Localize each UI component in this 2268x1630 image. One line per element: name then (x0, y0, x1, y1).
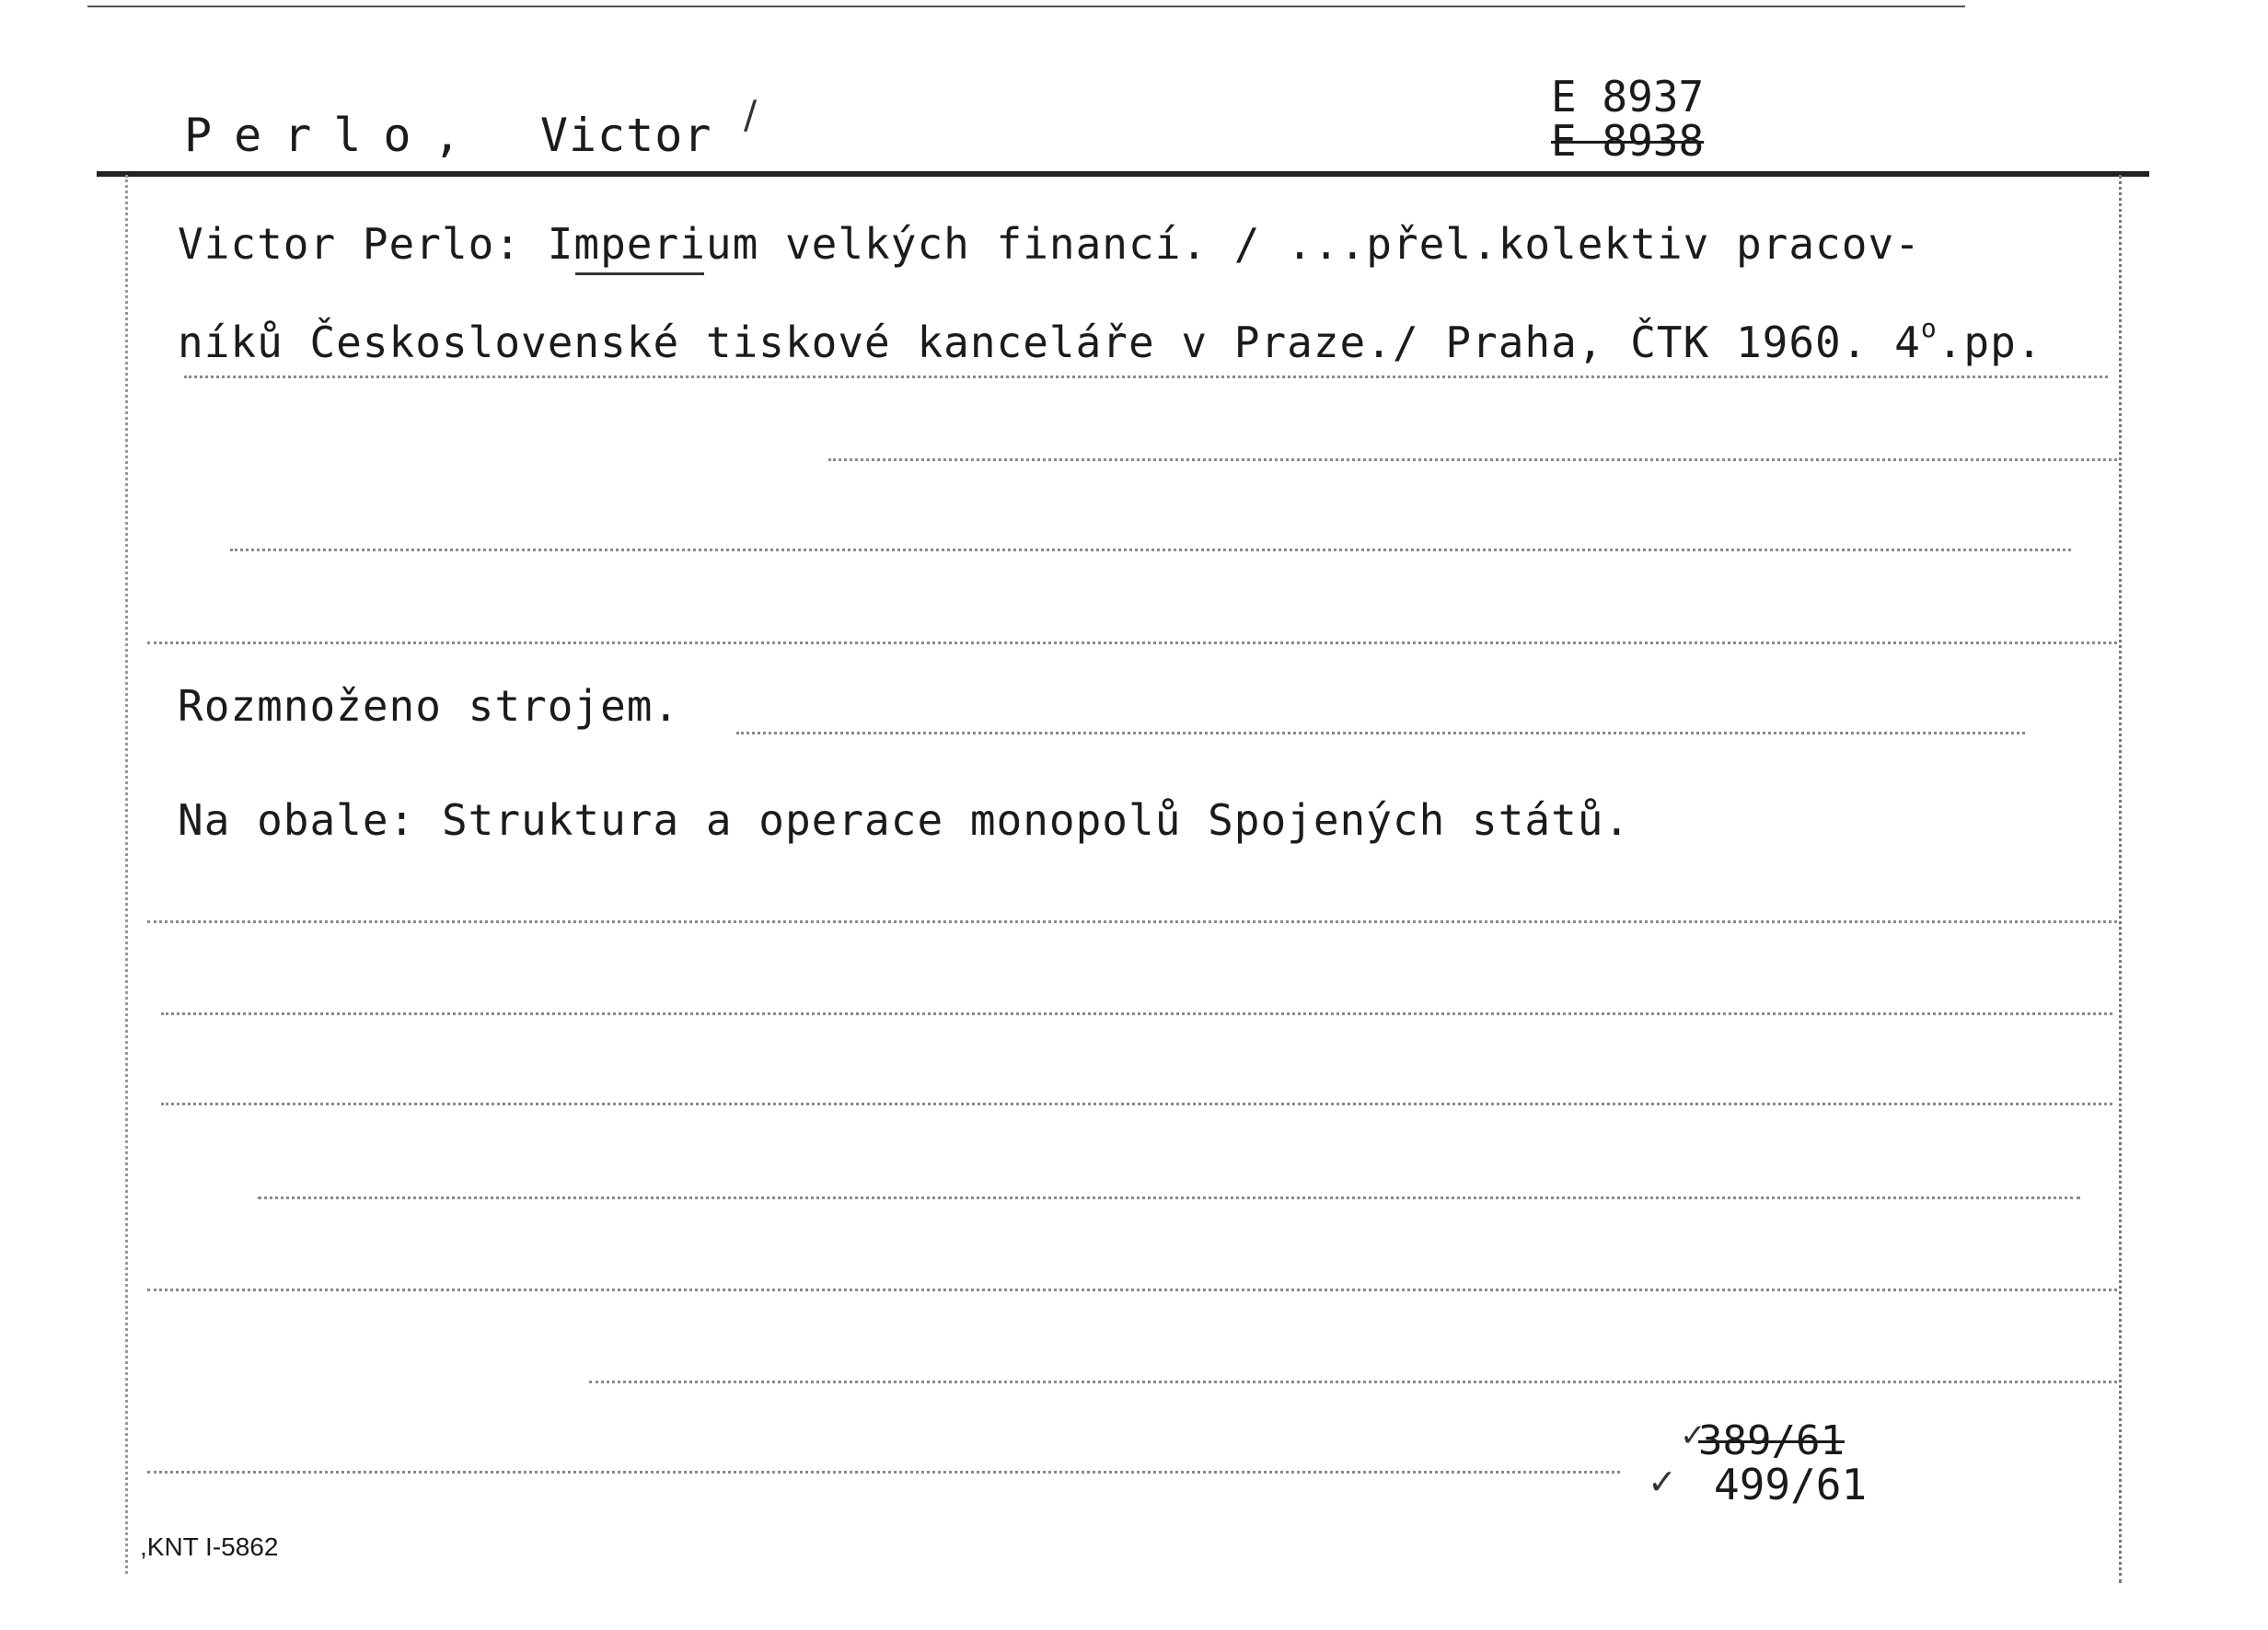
ruled-line (736, 732, 2025, 734)
note-cover-title: Na obale: Struktura a operace monopolů Spojených států. (178, 795, 1631, 845)
card-right-border (2119, 175, 2122, 1583)
note-reproduction: Rozmnoženo strojem. (178, 681, 680, 731)
check-mark-icon: ✓ (1648, 1462, 1677, 1502)
ruled-line (147, 1471, 1620, 1474)
top-edge-rule (87, 6, 1965, 7)
check-mark-icon: ✓ (1680, 1417, 1707, 1454)
ruled-line (147, 642, 2117, 644)
accession-number-crossed-out: 389/61 (1698, 1417, 1845, 1464)
ruled-line (230, 549, 2071, 551)
ruled-line (258, 1196, 2080, 1199)
title-underline (575, 272, 704, 275)
proofreading-mark: ∕ (744, 92, 758, 137)
ruled-line (828, 458, 2117, 461)
ruled-line (589, 1381, 2117, 1383)
author-surname: Perlo, (184, 109, 483, 162)
author-forename: Victor (539, 109, 712, 162)
card-form-code: ,KNT I-5862 (140, 1532, 279, 1561)
shelf-signature: E 8937 (1551, 72, 1705, 121)
imprint-end: .pp. (1937, 318, 2043, 367)
heading-rule (97, 171, 2149, 177)
ruled-line (147, 920, 2117, 923)
imprint-text: níků Československé tiskové kanceláře v Praze./ Praha, ČTK 1960. 4 (178, 318, 1921, 367)
shelf-signature-crossed-out: E 8938 (1551, 116, 1705, 166)
card-left-border (125, 175, 128, 1574)
accession-number: 499/61 (1714, 1460, 1868, 1509)
ruled-line (147, 1289, 2117, 1291)
ruled-line (161, 1103, 2112, 1105)
ruled-line (184, 376, 2108, 378)
ruled-line (161, 1012, 2112, 1015)
author-heading (184, 109, 712, 162)
title-statement: Victor Perlo: Imperium velkých financí. / ...přel.kolektiv pracov- (178, 219, 1921, 269)
imprint-statement (178, 313, 2042, 367)
format-superscript: o (1920, 313, 1938, 343)
